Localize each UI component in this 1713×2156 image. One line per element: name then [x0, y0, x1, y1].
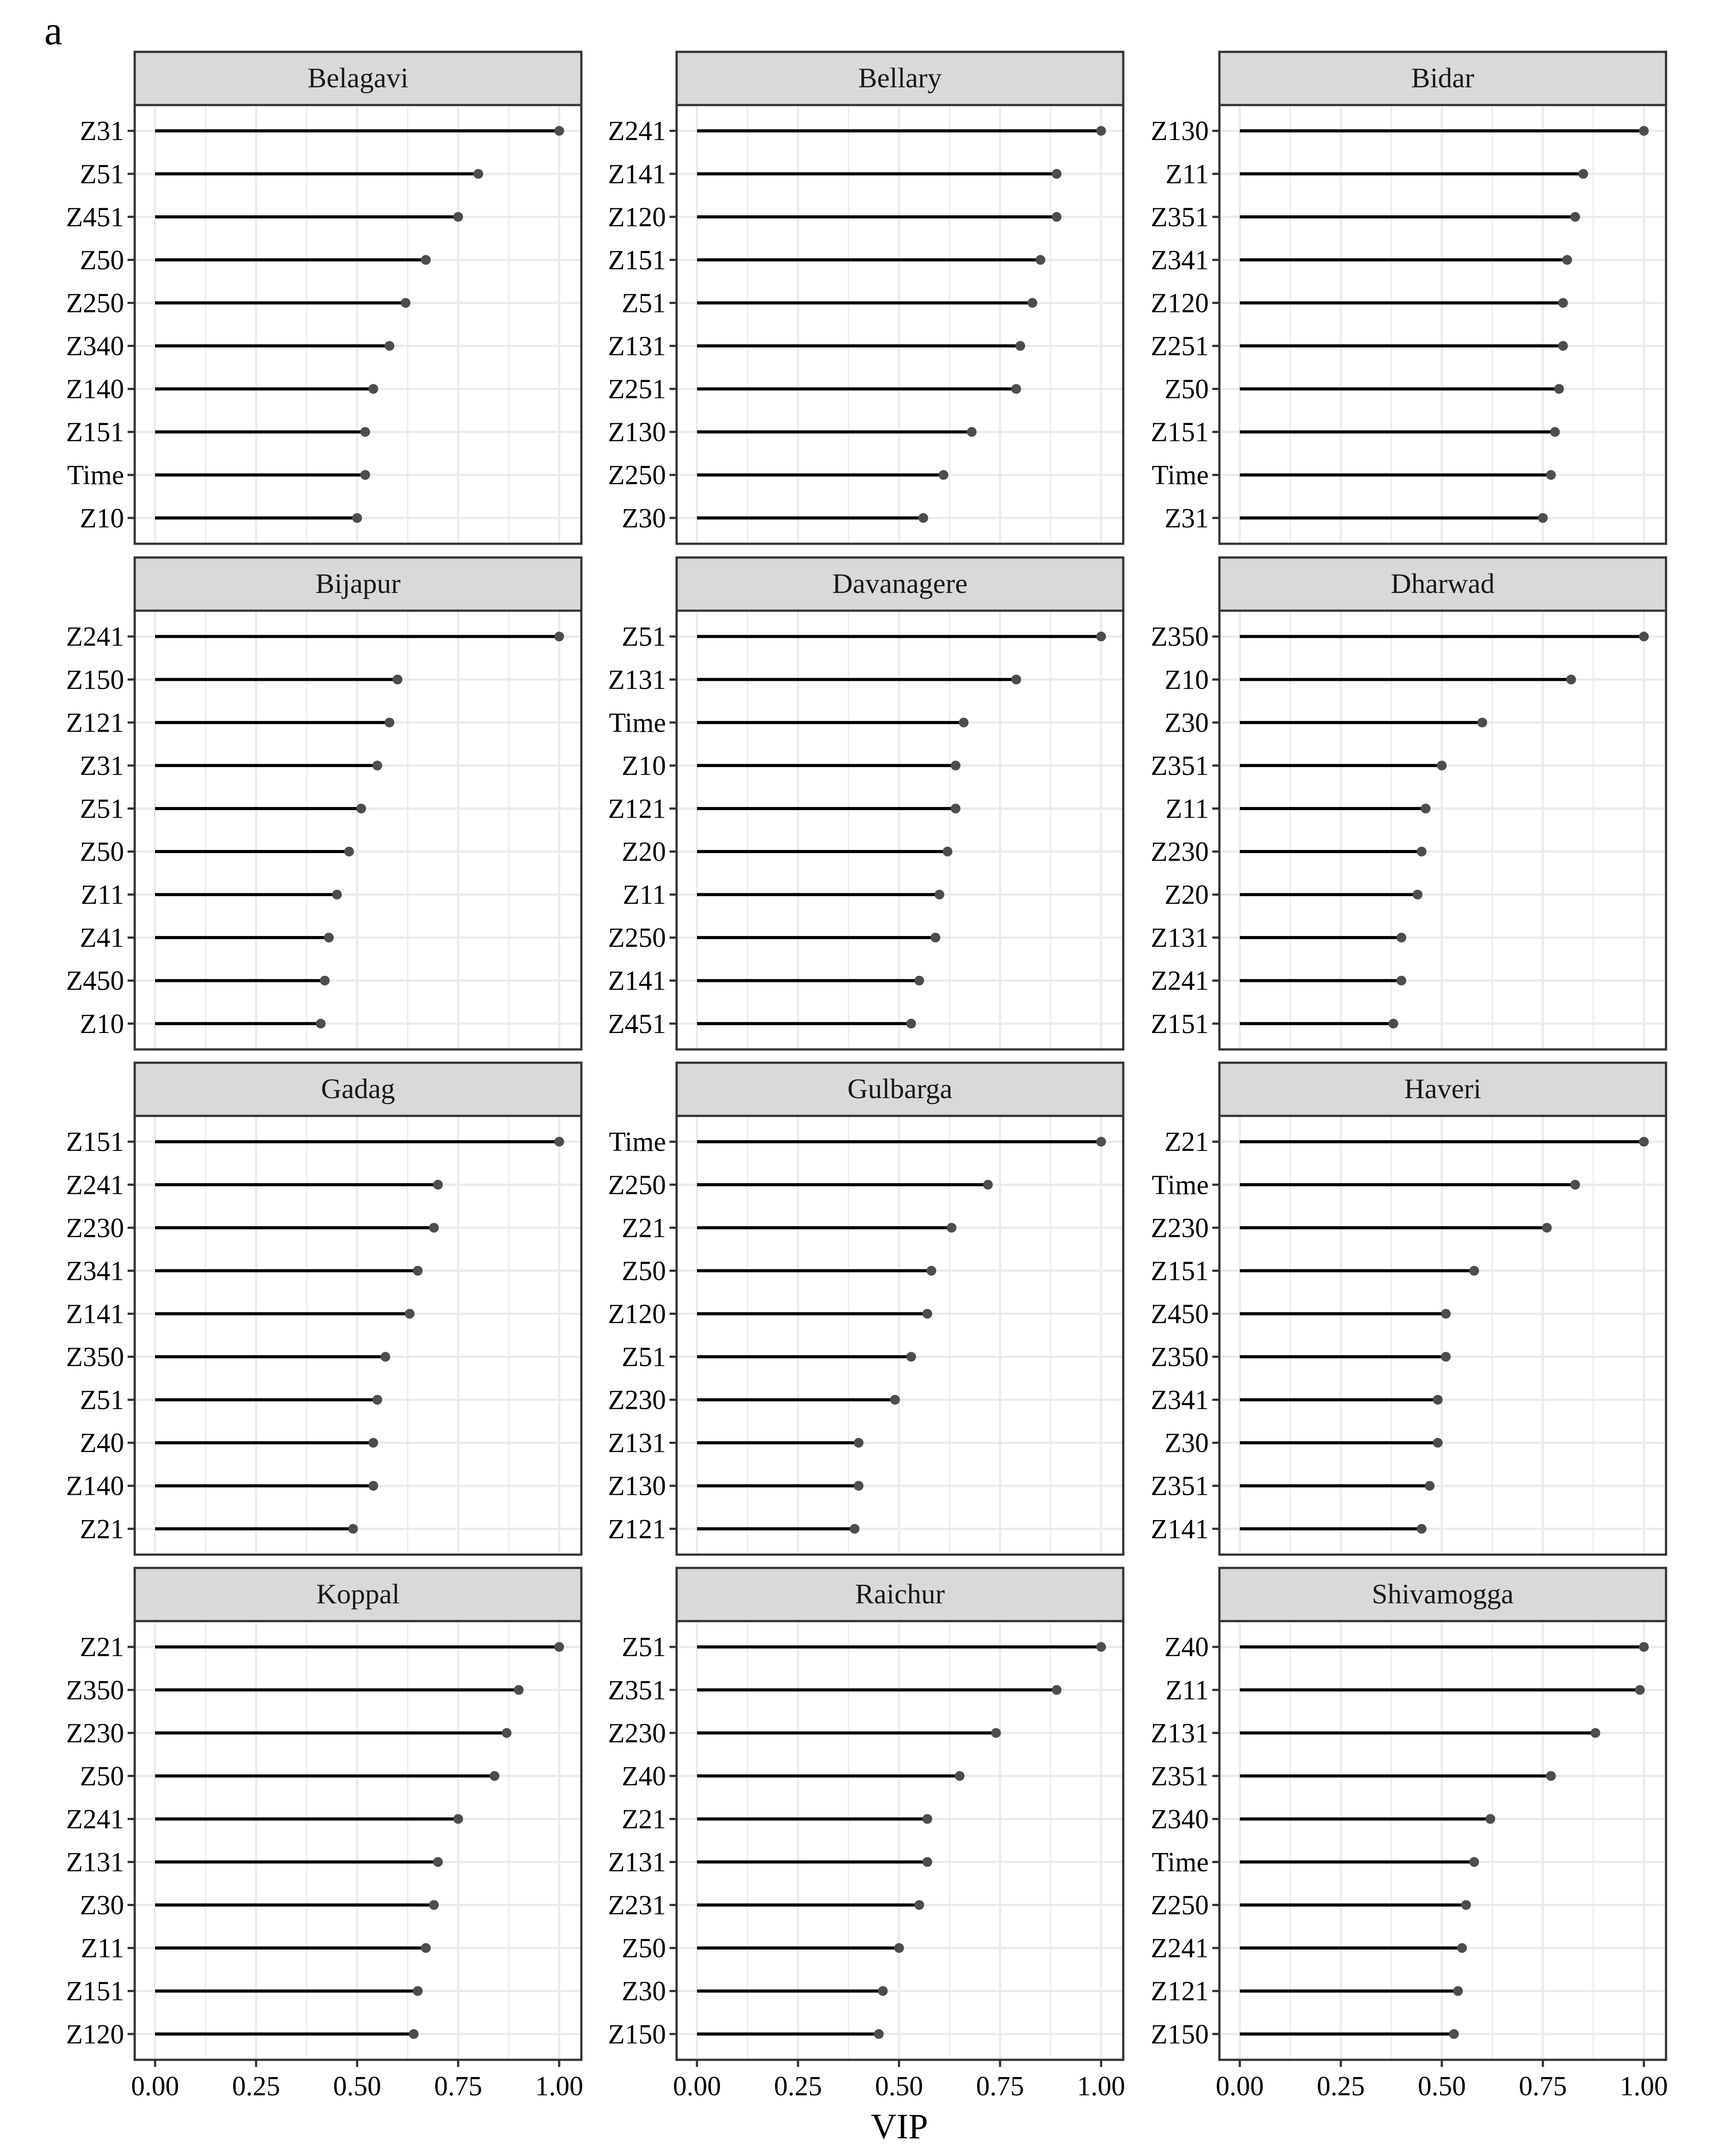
- y-tick-label: Z131: [66, 1847, 124, 1878]
- y-tick-label: Z230: [66, 1718, 124, 1749]
- lollipop-point: [554, 632, 564, 641]
- y-tick-label: Z120: [1151, 288, 1209, 319]
- lollipop-point: [1389, 1019, 1398, 1029]
- y-tick-label: Z31: [80, 116, 124, 147]
- y-tick-label: Z231: [608, 1890, 666, 1921]
- facet-panel-dharwad: [1151, 558, 1666, 1049]
- y-tick-label: Z10: [80, 503, 124, 534]
- y-tick-label: Z51: [80, 794, 124, 824]
- lollipop-point: [1469, 1857, 1479, 1867]
- lollipop-point: [1096, 126, 1106, 136]
- y-tick-label: Z120: [608, 1299, 666, 1329]
- lollipop-point: [433, 1180, 443, 1189]
- x-tick-label: 0.75: [976, 2071, 1024, 2101]
- y-tick-label: Z351: [1151, 1761, 1209, 1792]
- facet-title: Bijapur: [315, 568, 401, 599]
- lollipop-point: [923, 1309, 932, 1318]
- lollipop-point: [1542, 1223, 1552, 1232]
- y-tick-label: Time: [1152, 460, 1209, 491]
- x-tick-label: 0.25: [774, 2071, 822, 2101]
- x-tick-label: 0.50: [875, 2071, 923, 2101]
- lollipop-point: [915, 976, 924, 986]
- y-tick-label: Z241: [1151, 1933, 1209, 1964]
- lollipop-point: [1417, 1524, 1426, 1534]
- y-tick-label: Z351: [1151, 202, 1209, 233]
- facet-title: Davanagere: [832, 568, 968, 599]
- y-tick-label: Time: [1152, 1170, 1209, 1201]
- y-tick-label: Z131: [608, 1428, 666, 1458]
- lollipop-point: [1453, 1986, 1463, 1996]
- y-tick-label: Z30: [80, 1890, 124, 1921]
- lollipop-point: [959, 717, 969, 727]
- y-tick-label: Z340: [1151, 1804, 1209, 1835]
- y-tick-label: Z21: [80, 1514, 124, 1544]
- lollipop-point: [1554, 384, 1564, 394]
- lollipop-point: [850, 1524, 860, 1534]
- y-tick-label: Z11: [81, 1933, 124, 1964]
- y-tick-label: Z51: [80, 1385, 124, 1415]
- lollipop-point: [1558, 341, 1568, 351]
- facet-panel-shivamogga: [1151, 1568, 1666, 2060]
- x-tick-label: 1.00: [535, 2071, 584, 2101]
- y-tick-label: Z40: [622, 1761, 666, 1792]
- y-tick-label: Z20: [1164, 880, 1209, 910]
- y-tick-label: Z341: [1151, 1385, 1209, 1415]
- x-tick-label: 0.00: [673, 2071, 721, 2101]
- lollipop-point: [429, 1223, 439, 1232]
- lollipop-point: [947, 1223, 957, 1232]
- lollipop-point: [554, 1137, 564, 1146]
- lollipop-point: [1449, 2029, 1459, 2039]
- lollipop-point: [373, 760, 382, 770]
- lollipop-point: [401, 298, 410, 308]
- lollipop-point: [923, 1814, 932, 1824]
- lollipop-point: [1562, 255, 1572, 265]
- y-tick-label: Z11: [1165, 1675, 1209, 1706]
- lollipop-point: [991, 1728, 1001, 1738]
- y-tick-label: Z230: [1151, 837, 1209, 867]
- y-tick-label: Z121: [608, 794, 666, 824]
- y-tick-label: Time: [609, 1127, 666, 1158]
- lollipop-point: [894, 1943, 904, 1953]
- y-tick-label: Z51: [622, 288, 666, 319]
- lollipop-point: [1570, 1180, 1580, 1189]
- y-tick-label: Z151: [1151, 1256, 1209, 1287]
- lollipop-point: [983, 1180, 993, 1189]
- facet-title: Belagavi: [308, 62, 409, 94]
- lollipop-point: [344, 847, 354, 857]
- facet-panel-haveri: [1151, 1063, 1666, 1555]
- x-axis-title: VIP: [871, 2107, 928, 2146]
- panel-letter: a: [44, 8, 62, 53]
- y-tick-label: Z21: [622, 1213, 666, 1244]
- y-tick-label: Z351: [1151, 1471, 1209, 1501]
- facet-title: Gadag: [321, 1073, 395, 1104]
- y-tick-label: Z250: [1151, 1890, 1209, 1921]
- y-tick-label: Z151: [66, 417, 124, 448]
- y-tick-label: Z250: [608, 1170, 666, 1201]
- lollipop-point: [854, 1481, 864, 1491]
- y-tick-label: Z151: [66, 1127, 124, 1158]
- y-tick-label: Z11: [623, 880, 666, 910]
- y-tick-label: Z241: [608, 116, 666, 147]
- lollipop-point: [1546, 1771, 1556, 1781]
- lollipop-point: [1441, 1309, 1451, 1318]
- lollipop-point: [1421, 803, 1431, 813]
- lollipop-point: [927, 1266, 936, 1275]
- lollipop-point: [1028, 298, 1037, 308]
- lollipop-point: [368, 1438, 378, 1448]
- lollipop-point: [413, 1986, 423, 1996]
- y-tick-label: Z150: [66, 665, 124, 695]
- lollipop-point: [324, 933, 334, 943]
- facet-panel-gadag: [66, 1063, 581, 1555]
- y-tick-label: Time: [67, 460, 124, 491]
- facet-title: Koppal: [316, 1578, 400, 1610]
- y-tick-label: Z340: [66, 331, 124, 362]
- lollipop-point: [1591, 1728, 1600, 1738]
- y-tick-label: Z151: [608, 245, 666, 276]
- lollipop-point: [854, 1438, 864, 1448]
- y-tick-label: Z30: [1164, 1428, 1209, 1458]
- lollipop-point: [352, 513, 362, 523]
- panels-grid: [66, 52, 1666, 2060]
- facet-panel-koppal: [66, 1568, 581, 2060]
- lollipop-point: [368, 1481, 378, 1491]
- lollipop-point: [1433, 1395, 1443, 1405]
- facet-title: Bidar: [1411, 62, 1475, 94]
- y-tick-label: Z140: [66, 374, 124, 405]
- facet-panel-gulbarga: [608, 1063, 1123, 1555]
- facet-panel-raichur: [608, 1568, 1123, 2060]
- lollipop-point: [1441, 1352, 1451, 1362]
- y-tick-label: Z10: [1164, 665, 1209, 695]
- y-tick-label: Z21: [1164, 1127, 1209, 1158]
- facet-panel-belagavi: [66, 52, 581, 544]
- y-tick-label: Z50: [622, 1256, 666, 1287]
- lollipop-point: [1538, 513, 1548, 523]
- y-tick-label: Z10: [80, 1009, 124, 1039]
- lollipop-point: [951, 760, 961, 770]
- y-tick-label: Z20: [622, 837, 666, 867]
- lollipop-point: [490, 1771, 499, 1781]
- y-tick-label: Z50: [80, 245, 124, 276]
- lollipop-point: [1413, 890, 1422, 900]
- lollipop-point: [429, 1900, 439, 1910]
- y-tick-label: Z11: [1165, 794, 1209, 824]
- lollipop-point: [1461, 1900, 1471, 1910]
- y-tick-label: Z131: [608, 1847, 666, 1878]
- x-tick-label: 0.00: [131, 2071, 179, 2101]
- y-tick-label: Z241: [66, 1804, 124, 1835]
- lollipop-point: [385, 341, 394, 351]
- lollipop-point: [1096, 1642, 1106, 1652]
- lollipop-point: [906, 1352, 916, 1362]
- facet-title: Raichur: [855, 1578, 945, 1610]
- facet-panel-bidar: [1151, 52, 1666, 544]
- lollipop-point: [554, 1642, 564, 1652]
- y-tick-label: Z121: [1151, 1976, 1209, 2007]
- lollipop-point: [332, 890, 342, 900]
- y-tick-label: Z230: [608, 1718, 666, 1749]
- lollipop-point: [1639, 1642, 1649, 1652]
- lollipop-point: [1570, 212, 1580, 222]
- lollipop-point: [1011, 674, 1021, 684]
- lollipop-point: [381, 1352, 390, 1362]
- y-tick-label: Z121: [608, 1514, 666, 1544]
- lollipop-point: [934, 890, 944, 900]
- x-tick-label: 0.75: [1518, 2071, 1567, 2101]
- x-tick-label: 0.25: [1316, 2071, 1365, 2101]
- lollipop-point: [967, 427, 977, 437]
- lollipop-point: [874, 2029, 884, 2039]
- lollipop-point: [1397, 976, 1406, 986]
- lollipop-point: [951, 803, 961, 813]
- y-tick-label: Z250: [608, 460, 666, 491]
- lollipop-point: [1546, 470, 1556, 480]
- x-tick-label: 0.00: [1215, 2071, 1264, 2101]
- facet-title: Bellary: [858, 62, 942, 94]
- lollipop-point: [514, 1685, 524, 1695]
- lollipop-point: [1433, 1438, 1443, 1448]
- y-tick-label: Z40: [80, 1428, 124, 1458]
- y-tick-label: Z30: [622, 1976, 666, 2007]
- y-tick-label: Z11: [81, 880, 124, 910]
- lollipop-point: [385, 717, 394, 727]
- lollipop-point: [1052, 169, 1062, 179]
- lollipop-point: [316, 1019, 326, 1029]
- y-tick-label: Z130: [608, 1471, 666, 1501]
- y-tick-label: Z451: [608, 1009, 666, 1039]
- y-tick-label: Z241: [66, 622, 124, 652]
- y-tick-label: Time: [609, 708, 666, 738]
- lollipop-point: [1635, 1685, 1645, 1695]
- lollipop-point: [453, 212, 463, 222]
- y-tick-label: Z50: [80, 837, 124, 867]
- y-tick-label: Z31: [80, 751, 124, 781]
- y-tick-label: Z151: [1151, 417, 1209, 448]
- lollipop-point: [1425, 1481, 1435, 1491]
- lollipop-point: [1011, 384, 1021, 394]
- y-tick-label: Z141: [66, 1299, 124, 1329]
- y-tick-label: Z131: [1151, 1718, 1209, 1749]
- facet-title: Dharwad: [1390, 568, 1495, 599]
- y-tick-label: Z21: [622, 1804, 666, 1835]
- lollipop-point: [356, 803, 366, 813]
- y-tick-label: Z30: [622, 503, 666, 534]
- y-tick-label: Z130: [1151, 116, 1209, 147]
- facet-panel-bellary: [608, 52, 1123, 544]
- lollipop-point: [1096, 632, 1106, 641]
- x-tick-label: 0.50: [333, 2071, 382, 2101]
- y-tick-label: Z450: [66, 966, 124, 996]
- x-axes: [131, 2060, 1668, 2101]
- y-tick-label: Z10: [622, 751, 666, 781]
- lollipop-point: [890, 1395, 900, 1405]
- lollipop-point: [1437, 760, 1447, 770]
- y-tick-label: Z251: [608, 374, 666, 405]
- facet-panel-bijapur: [66, 558, 581, 1049]
- y-tick-label: Z341: [66, 1256, 124, 1287]
- y-tick-label: Z140: [66, 1471, 124, 1501]
- y-tick-label: Z151: [66, 1976, 124, 2007]
- y-tick-label: Z31: [1164, 503, 1209, 534]
- y-tick-label: Z141: [1151, 1514, 1209, 1544]
- y-tick-label: Z241: [66, 1170, 124, 1201]
- y-tick-label: Z30: [1164, 708, 1209, 738]
- lollipop-point: [1485, 1814, 1495, 1824]
- lollipop-point: [453, 1814, 463, 1824]
- lollipop-point: [906, 1019, 916, 1029]
- lollipop-point: [955, 1771, 965, 1781]
- y-tick-label: Z250: [66, 288, 124, 319]
- x-tick-label: 0.75: [434, 2071, 483, 2101]
- lollipop-point: [1397, 933, 1406, 943]
- y-tick-label: Z40: [1164, 1632, 1209, 1663]
- y-tick-label: Z230: [1151, 1213, 1209, 1244]
- lollipop-point: [413, 1266, 423, 1275]
- y-tick-label: Z131: [608, 665, 666, 695]
- facet-title: Gulbarga: [847, 1073, 953, 1104]
- y-tick-label: Z250: [608, 923, 666, 953]
- lollipop-point: [1566, 674, 1576, 684]
- lollipop-point: [1639, 126, 1649, 136]
- y-tick-label: Z51: [80, 159, 124, 190]
- lollipop-point: [1016, 341, 1025, 351]
- lollipop-point: [474, 169, 483, 179]
- lollipop-point: [915, 1900, 924, 1910]
- x-tick-label: 0.25: [232, 2071, 280, 2101]
- y-tick-label: Z351: [608, 1675, 666, 1706]
- lollipop-point: [878, 1986, 888, 1996]
- lollipop-point: [421, 255, 431, 265]
- y-tick-label: Z120: [66, 2019, 124, 2050]
- y-tick-label: Z230: [608, 1385, 666, 1415]
- lollipop-point: [919, 513, 928, 523]
- y-tick-label: Z21: [80, 1632, 124, 1663]
- lollipop-point: [320, 976, 330, 986]
- lollipop-point: [393, 674, 402, 684]
- facet-panel-davanagere: [608, 558, 1123, 1049]
- lollipop-point: [1096, 1137, 1106, 1146]
- y-tick-label: Z350: [1151, 1342, 1209, 1372]
- y-tick-label: Z150: [608, 2019, 666, 2050]
- y-tick-label: Z51: [622, 622, 666, 652]
- y-tick-label: Z50: [1164, 374, 1209, 405]
- lollipop-point: [348, 1524, 358, 1534]
- lollipop-point: [405, 1309, 415, 1318]
- y-tick-label: Z350: [1151, 622, 1209, 652]
- x-tick-label: 1.00: [1620, 2071, 1668, 2101]
- facet-title: Shivamogga: [1372, 1578, 1514, 1610]
- lollipop-point: [554, 126, 564, 136]
- lollipop-point: [1639, 632, 1649, 641]
- lollipop-point: [1639, 1137, 1649, 1146]
- lollipop-point: [1036, 255, 1045, 265]
- y-tick-label: Z351: [1151, 751, 1209, 781]
- y-tick-label: Z130: [608, 417, 666, 448]
- y-tick-label: Z151: [1151, 1009, 1209, 1039]
- y-tick-label: Z141: [608, 159, 666, 190]
- lollipop-point: [433, 1857, 443, 1867]
- y-tick-label: Z450: [1151, 1299, 1209, 1329]
- lollipop-point: [938, 470, 948, 480]
- y-tick-label: Z150: [1151, 2019, 1209, 2050]
- y-tick-label: Z451: [66, 202, 124, 233]
- y-tick-label: Z230: [66, 1213, 124, 1244]
- lollipop-point: [1417, 847, 1426, 857]
- lollipop-point: [373, 1395, 382, 1405]
- y-tick-label: Z141: [608, 966, 666, 996]
- y-tick-label: Z50: [622, 1933, 666, 1964]
- facet-title: Haveri: [1404, 1073, 1482, 1104]
- y-tick-label: Z121: [66, 708, 124, 738]
- lollipop-point: [923, 1857, 932, 1867]
- lollipop-point: [1477, 717, 1487, 727]
- y-tick-label: Z341: [1151, 245, 1209, 276]
- y-tick-label: Z51: [622, 1342, 666, 1372]
- lollipop-point: [930, 933, 940, 943]
- lollipop-point: [360, 470, 370, 480]
- lollipop-point: [1052, 212, 1062, 222]
- lollipop-point: [1469, 1266, 1479, 1275]
- lollipop-point: [1550, 427, 1560, 437]
- lollipop-point: [1578, 169, 1588, 179]
- lollipop-point: [502, 1728, 511, 1738]
- x-tick-label: 1.00: [1077, 2071, 1125, 2101]
- y-tick-label: Z241: [1151, 966, 1209, 996]
- y-tick-label: Z41: [80, 923, 124, 953]
- lollipop-point: [421, 1943, 431, 1953]
- lollipop-point: [1052, 1685, 1062, 1695]
- lollipop-point: [368, 384, 378, 394]
- y-tick-label: Z50: [80, 1761, 124, 1792]
- y-tick-label: Time: [1152, 1847, 1209, 1878]
- lollipop-point: [409, 2029, 419, 2039]
- y-tick-label: Z131: [608, 331, 666, 362]
- y-tick-label: Z350: [66, 1675, 124, 1706]
- y-tick-label: Z120: [608, 202, 666, 233]
- y-tick-label: Z350: [66, 1342, 124, 1372]
- lollipop-point: [1457, 1943, 1467, 1953]
- y-tick-label: Z11: [1165, 159, 1209, 190]
- y-tick-label: Z251: [1151, 331, 1209, 362]
- lollipop-point: [1558, 298, 1568, 308]
- lollipop-point: [942, 847, 952, 857]
- x-tick-label: 0.50: [1417, 2071, 1466, 2101]
- y-tick-label: Z131: [1151, 923, 1209, 953]
- y-tick-label: Z51: [622, 1632, 666, 1663]
- lollipop-point: [360, 427, 370, 437]
